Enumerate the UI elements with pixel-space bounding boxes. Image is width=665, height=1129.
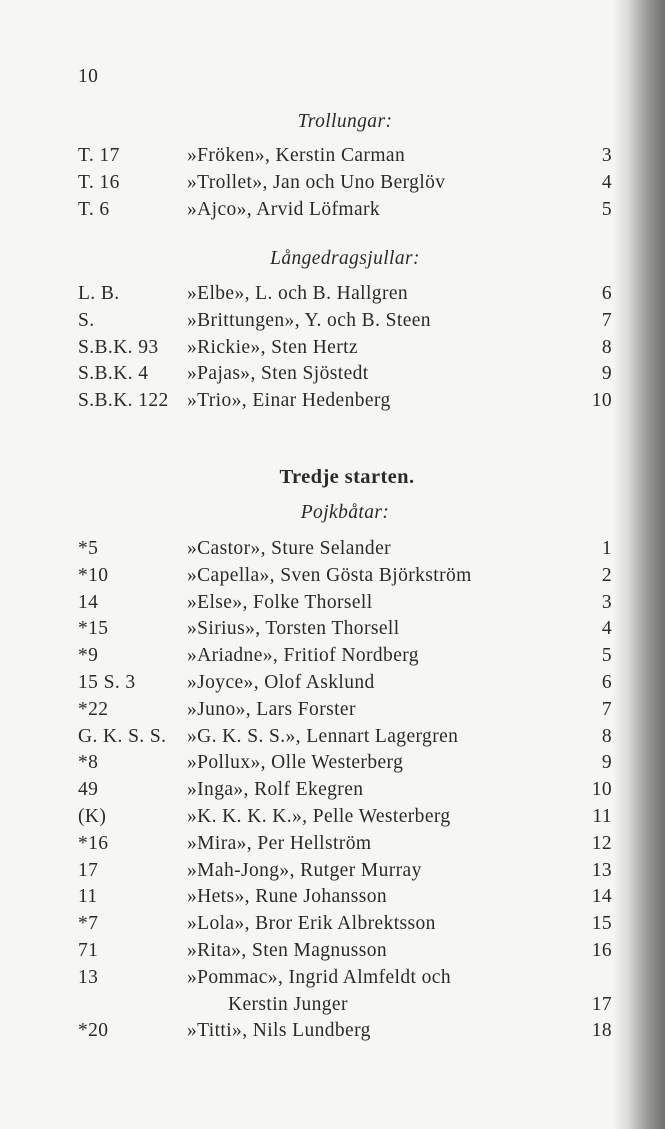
boat-and-owner: »Trollet», Jan och Uno Berglöv [187, 171, 446, 193]
trollungar-list [0, 143, 665, 223]
sail-number: *9 [78, 645, 99, 667]
sail-number: 14 [78, 591, 99, 613]
list-item [0, 670, 665, 697]
boat-and-owner: »Pommac», Ingrid Almfeldt och [187, 966, 451, 988]
start-number: 10 [591, 779, 612, 801]
boat-and-owner: »Ajco», Arvid Löfmark [187, 198, 381, 220]
sail-number: T. 16 [78, 171, 120, 193]
start-number: 3 [601, 591, 612, 613]
sail-number: *7 [78, 913, 99, 935]
list-item [0, 858, 665, 885]
langedragsjullar-list [0, 281, 665, 415]
boat-and-owner: »Brittungen», Y. och B. Steen [187, 309, 431, 331]
boat-and-owner: »Juno», Lars Forster [187, 698, 356, 720]
start-number: 4 [601, 171, 612, 193]
boat-and-owner: »Trio», Einar Hedenberg [187, 390, 391, 412]
list-item [0, 697, 665, 724]
start-number: 18 [591, 1020, 612, 1042]
boat-and-owner: »Sirius», Torsten Thorsell [187, 618, 400, 640]
start-number: 9 [601, 752, 612, 774]
sail-number: S. [78, 309, 95, 331]
start-number: 9 [601, 363, 612, 385]
sail-number: S.B.K. 122 [78, 390, 169, 412]
boat-and-owner: »Elbe», L. och B. Hallgren [187, 283, 409, 304]
start-number: 7 [601, 698, 612, 720]
list-item [0, 750, 665, 777]
list-item [0, 777, 665, 804]
start-number: 17 [591, 993, 612, 1015]
start-number: 2 [601, 564, 612, 586]
sail-number: T. 6 [78, 198, 110, 220]
sail-number: L. B. [78, 283, 120, 304]
boat-and-owner: »Joyce», Olof Asklund [187, 671, 375, 693]
boat-and-owner: »Lola», Bror Erik Albrektsson [187, 913, 436, 935]
start-number: 8 [601, 336, 612, 358]
boat-and-owner: »G. K. S. S.», Lennart Lagergren [187, 725, 459, 747]
list-item [0, 938, 665, 965]
section-heading-pojkbatar: Pojkbåtar: [300, 502, 390, 523]
boat-and-owner: »Titti», Nils Lundberg [187, 1020, 371, 1042]
list-item [0, 563, 665, 590]
page-number: 10 [78, 66, 99, 87]
boat-and-owner: »Fröken», Kerstin Carman [187, 145, 406, 166]
boat-and-owner: »Capella», Sven Gösta Björkström [187, 564, 472, 586]
sail-number: 15 S. 3 [78, 671, 136, 693]
start-number: 8 [601, 725, 612, 747]
sail-number: *8 [78, 752, 99, 774]
start-number: 4 [601, 618, 612, 640]
start-number: 15 [591, 913, 612, 935]
section-heading-trollungar: Trollungar: [297, 111, 393, 132]
boat-and-owner: »Pollux», Olle Westerberg [187, 752, 404, 774]
sail-number: *16 [78, 832, 109, 854]
boat-and-owner: »K. K. K. K.», Pelle Westerberg [187, 805, 451, 827]
start-number: 16 [591, 939, 612, 961]
start-number: 7 [601, 309, 612, 331]
section-heading-langedragsjullar: Långedragsjullar: [270, 248, 420, 269]
start-number: 6 [601, 671, 612, 693]
start-number: 3 [601, 145, 612, 166]
start-number: 10 [591, 390, 612, 412]
sail-number: *22 [78, 698, 109, 720]
boat-and-owner: »Mah-Jong», Rutger Murray [187, 859, 422, 881]
list-item [0, 197, 665, 224]
boat-and-owner: »Hets», Rune Johansson [187, 886, 388, 908]
sail-number: G. K. S. S. [78, 725, 167, 747]
list-item [0, 965, 665, 992]
sail-number: 13 [78, 966, 99, 988]
boat-and-owner: »Mira», Per Hellström [187, 832, 372, 854]
list-item [0, 335, 665, 362]
list-item [0, 281, 665, 308]
sail-number: *5 [78, 538, 99, 559]
boat-and-owner: »Castor», Sture Selander [187, 538, 392, 559]
start-number: 13 [591, 859, 612, 881]
list-item [0, 590, 665, 617]
list-item [0, 388, 665, 415]
list-item [0, 616, 665, 643]
list-item [0, 1018, 665, 1045]
start-number: 5 [601, 198, 612, 220]
boat-and-owner-continuation: Kerstin Junger [228, 993, 348, 1015]
boat-and-owner: »Rita», Sten Magnusson [187, 939, 388, 961]
start-number: 6 [601, 283, 612, 304]
boat-and-owner: »Else», Folke Thorsell [187, 591, 373, 613]
start-number: 12 [591, 832, 612, 854]
start-number: 5 [601, 645, 612, 667]
sail-number: *10 [78, 564, 109, 586]
sail-number: *15 [78, 618, 109, 640]
list-item [0, 804, 665, 831]
sail-number: 71 [78, 939, 99, 961]
boat-and-owner: »Inga», Rolf Ekegren [187, 779, 364, 801]
start-title: Tredje starten. [279, 466, 415, 488]
sail-number: T. 17 [78, 145, 120, 166]
start-number: 14 [591, 886, 612, 908]
start-number: 11 [592, 805, 612, 827]
sail-number: S.B.K. 93 [78, 336, 159, 358]
sail-number: 49 [78, 779, 99, 801]
sail-number: (K) [78, 805, 107, 827]
list-item [0, 170, 665, 197]
list-item [0, 831, 665, 858]
list-item [0, 361, 665, 388]
list-item [0, 884, 665, 911]
sail-number: 17 [78, 859, 99, 881]
sail-number: S.B.K. 4 [78, 363, 149, 385]
start-number: 1 [601, 538, 612, 559]
sail-number: 11 [78, 886, 98, 908]
list-item [0, 911, 665, 938]
list-item [0, 308, 665, 335]
sail-number: *20 [78, 1020, 109, 1042]
boat-and-owner: »Pajas», Sten Sjöstedt [187, 363, 369, 385]
list-item [0, 643, 665, 670]
list-item [0, 143, 665, 170]
boat-and-owner: »Ariadne», Fritiof Nordberg [187, 645, 419, 667]
list-item [0, 724, 665, 751]
pojkbatar-list [0, 536, 665, 1045]
boat-and-owner: »Rickie», Sten Hertz [187, 336, 358, 358]
list-item [0, 536, 665, 563]
list-item-continuation [0, 992, 665, 1019]
